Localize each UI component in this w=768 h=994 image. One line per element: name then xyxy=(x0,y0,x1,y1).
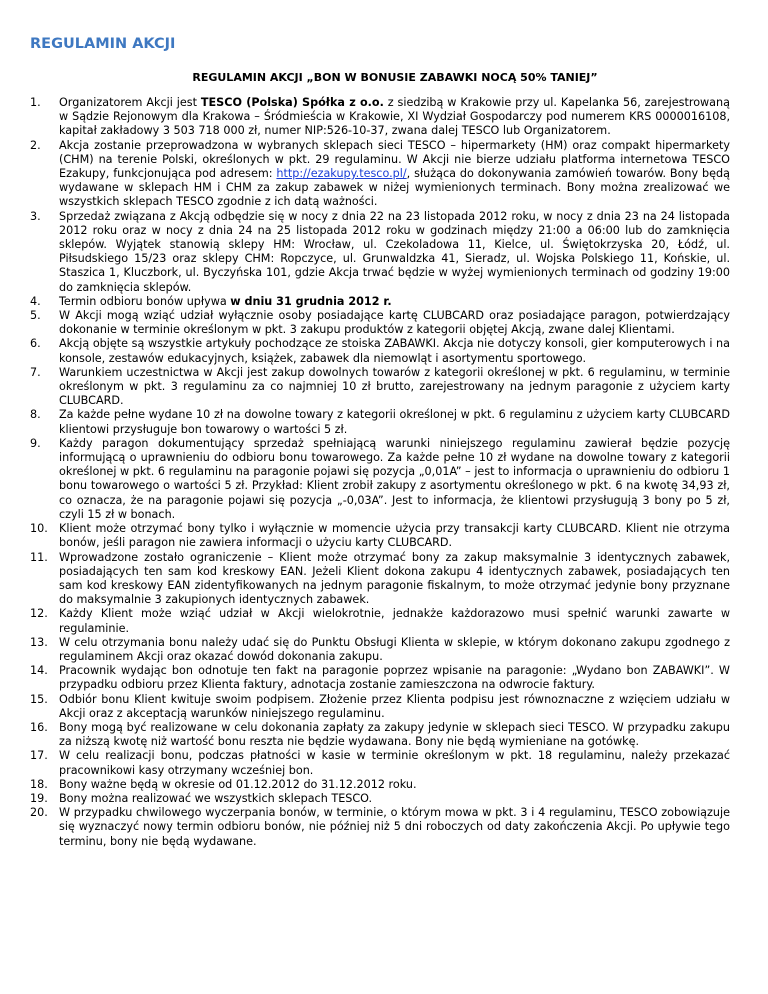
rule-number: 12. xyxy=(30,607,48,621)
rule-number: 19. xyxy=(30,791,48,805)
rule-item xyxy=(30,408,730,436)
rule-text: Bony ważne będą w okresie od 01.12.2012 do 31.12.2012 roku. xyxy=(59,777,417,791)
rule-text: Odbiór bonu Klient kwituje swoim podpisem. Złożenie przez Klienta podpisu jest równoznaczne z wzięciem udziału w Akcji oraz z akceptacją warunków niniejszego regulaminu. xyxy=(59,692,730,720)
rule-number: 16. xyxy=(30,720,48,734)
rule-text: Termin odbioru bonów upływa xyxy=(59,294,231,308)
rule-text: Akcją objęte są wszystkie artykuły pochodzące ze stoiska ZABAWKI. Akcja nie dotyczy konsoli, gier komputerowych i na konsole, zestawów edukacyjnych, książek, zabawek dla niemowląt i asortymentu sportowego. xyxy=(59,337,730,365)
rule-item xyxy=(30,693,730,721)
rule-number: 10. xyxy=(30,522,48,536)
rule-text: W celu realizacji bonu, podczas płatności w kasie w terminie określonym w pkt. 18 regulaminu, należy przekazać pracownikowi kasy otrzymany wcześniej bon. xyxy=(59,749,730,777)
rule-text: Każdy Klient może wziąć udział w Akcji wielokrotnie, jednakże każdorazowo musi spełnić warunki zawarte w regulaminie. xyxy=(59,607,730,635)
rule-text: Pracownik wydając bon odnotuje ten fakt na paragonie poprzez wpisanie na paragonie: „Wydano bon ZABAWKI”. W przypadku odbioru przez Klienta faktury, adnotacja zostanie zamieszczona na odwrocie faktury. xyxy=(59,664,730,692)
rule-number: 5. xyxy=(30,309,41,323)
rule-item xyxy=(30,721,730,749)
rule-number: 9. xyxy=(30,436,41,450)
rule-text: Bony można realizować we wszystkich sklepach TESCO. xyxy=(59,791,373,805)
rule-text: Sprzedaż związana z Akcją odbędzie się w nocy z dnia 22 na 23 listopada 2012 roku, w nocy z dnia 23 na 24 listopada 2012 roku oraz w nocy z dnia 24 na 25 listopada 2012 roku w godzinach między 21:00 a 06:00 lub do zamknięcia sklepów. Wyjątek stanowią sklepy HM: Wrocław, ul. Czekoladowa 11, Kielce, ul. Świętokrzyska 20, Łódź, ul. Piłsudskiego 15/23 oraz sklepy CHM: Ropczyce, ul. Grunwaldzka 41, Sieradz, ul. Wojska Polskiego 11, Końskie, ul. Staszica 1, Kluczbork, ul. Byczyńska 101, gdzie Akcja trwać będzie w wyżej wymienionych terminach od godziny 19:00 do zamknięcia sklepów. xyxy=(59,209,730,294)
rule-number: 11. xyxy=(30,550,48,564)
rule-item xyxy=(30,749,730,777)
rule-item xyxy=(30,366,730,409)
rule-item xyxy=(30,295,730,309)
rule-text-continued: z siedzibą w Krakowie przy ul. Kapelanka 56, zarejestrowaną w Sądzie Rejonowym dla Krakowa – Śródmieścia w Krakowie, XI Wydział Gospodarczy pod numerem KRS 0000016108, kapitał zakładowy 3 503 718 000 zł, numer NIP:526-10-37, zwana dalej TESCO lub Organizatorem. xyxy=(59,96,730,138)
rule-text-continued: , służąca do dokonywania zamówień towarów. Bony będą wydawane w sklepach HM i CHM za zakup zabawek w niżej wymienionych terminach. Bony można zrealizować we wszystkich sklepach TESCO zgodnie z ich datą ważności. xyxy=(59,167,730,209)
rule-item xyxy=(30,636,730,664)
rule-item xyxy=(30,551,730,608)
rule-number: 17. xyxy=(30,749,48,763)
rule-text: W Akcji mogą wziąć udział wyłącznie osoby posiadające kartę CLUBCARD oraz posiadające paragon, potwierdzający dokonanie w terminie określonym w pkt. 3 zakupu produktów z kategorii objętej Akcją, zwane dalej Klientami. xyxy=(59,309,730,337)
rule-text: Akcja zostanie przeprowadzona w wybranych sklepach sieci TESCO – hipermarkety (HM) oraz compakt hipermarkety (CHM) na terenie Polski, określonych w pkt. 29 regulaminu. W Akcji nie bierze udziału platforma internetowa TESCO Ezakupy, funkcjonująca pod adresem: xyxy=(59,138,730,181)
rule-number: 14. xyxy=(30,664,48,678)
rule-item xyxy=(30,607,730,635)
rule-text: Za każde pełne wydane 10 zł na dowolne towary z kategorii określonej w pkt. 6 regulaminu z użyciem karty CLUBCARD klientowi przysługuje bon towarowy o wartości 5 zł. xyxy=(59,408,730,436)
rule-number: 13. xyxy=(30,635,48,649)
rule-text: W przypadku chwilowego wyczerpania bonów, w terminie, o którym mowa w pkt. 3 i 4 regulaminu, TESCO zobowiązuje się wyznaczyć nowy termin odbioru bonów, nie później niż 5 dni roboczych od daty zakończenia Akcji. Po upływie tego terminu, bony nie będą wydawane. xyxy=(59,806,730,848)
rule-number: 3. xyxy=(30,209,41,223)
rule-number: 15. xyxy=(30,692,48,706)
rule-bold-text: TESCO (Polska) Spółka z o.o. xyxy=(200,96,384,109)
rule-item xyxy=(30,96,730,139)
rule-item xyxy=(30,778,730,792)
rule-number: 2. xyxy=(30,138,41,152)
rule-item xyxy=(30,522,730,550)
rule-item xyxy=(30,210,730,295)
rule-bold-text: w dniu 31 grudnia 2012 r. xyxy=(230,294,392,308)
rules-list xyxy=(30,96,730,849)
document-subtitle: REGULAMIN AKCJI „BON W BONUSIE ZABAWKI NOCĄ 50% TANIEJ” xyxy=(192,71,598,84)
ezakupy-link[interactable]: http://ezakupy.tesco.pl/ xyxy=(276,167,407,181)
rule-text: W celu otrzymania bonu należy udać się do Punktu Obsługi Klienta w sklepie, w którym dokonano zakupu zgodnego z regulaminem Akcji oraz okazać dowód dokonania zakupu. xyxy=(59,635,730,663)
document-heading: REGULAMIN AKCJI xyxy=(30,36,176,52)
rule-item xyxy=(30,792,730,806)
rule-text: Warunkiem uczestnictwa w Akcji jest zakup dowolnych towarów z kategorii określonej w pkt. 6 regulaminu, w terminie określonym w pkt. 3 regulaminu za co najmniej 10 zł brutto, zarejestrowany na jednym paragonie z użyciem karty CLUBCARD. xyxy=(59,365,730,408)
rule-number: 1. xyxy=(30,96,41,109)
rule-text: Wprowadzone zostało ograniczenie – Klient może otrzymać bony za zakup maksymalnie 3 identycznych zabawek, posiadających ten sam kod kreskowy EAN. Jeżeli Klient dokona zakupu 4 identycznych zabawek, posiadających ten sam kod kreskowy EAN zidentyfikowanych na jednym paragonie fiskalnym, to może otrzymać jedynie bony przyznane do maksymalnie 3 zakupionych identycznych zabawek. xyxy=(59,550,730,607)
rule-item xyxy=(30,309,730,337)
rule-item xyxy=(30,337,730,365)
rule-number: 7. xyxy=(30,365,41,379)
rule-text: Organizatorem Akcji jest xyxy=(59,96,201,109)
rule-text: Klient może otrzymać bony tylko i wyłącznie w momencie użycia przy transakcji karty CLUBCARD. Klient nie otrzyma bonów, jeśli paragon nie zawiera informacji o użyciu karty CLUBCARD. xyxy=(59,522,730,550)
rule-text: Każdy paragon dokumentujący sprzedaż spełniającą warunki niniejszego regulaminu zawierał będzie pozycję informującą o uprawnieniu do odbioru bonu towarowego. Za każde pełne 10 zł wydane na dowolne towary z kategorii określonej w pkt. 6 regulaminu na paragonie pojawi się pozycja „0,01A” – jest to informacja o uprawnieniu do odbioru 1 bonu towarowego o wartości 5 zł. Przykład: Klient zrobił zakupy z asortymentu określonego w pkt. 6 na kwotę 34,93 zł, co oznacza, że na paragonie pojawi się pozycja „-0,03A”. Jest to informacja, że klientowi przysługują 3 bony po 5 zł, czyli 15 zł w bonach. xyxy=(59,436,730,521)
rule-number: 4. xyxy=(30,294,41,308)
rule-number: 8. xyxy=(30,408,41,422)
rule-item xyxy=(30,437,730,522)
rule-item xyxy=(30,806,730,849)
rule-item xyxy=(30,664,730,692)
rule-item xyxy=(30,139,730,210)
rule-number: 6. xyxy=(30,337,41,351)
rule-number: 20. xyxy=(30,806,48,820)
rule-number: 18. xyxy=(30,777,48,791)
rule-text: Bony mogą być realizowane w celu dokonania zapłaty za zakupy jedynie w sklepach sieci TESCO. W przypadku zakupu za niższą kwotę niż wartość bonu reszta nie będzie wydawana. Bony nie będą wymieniane na gotówkę. xyxy=(59,720,730,749)
